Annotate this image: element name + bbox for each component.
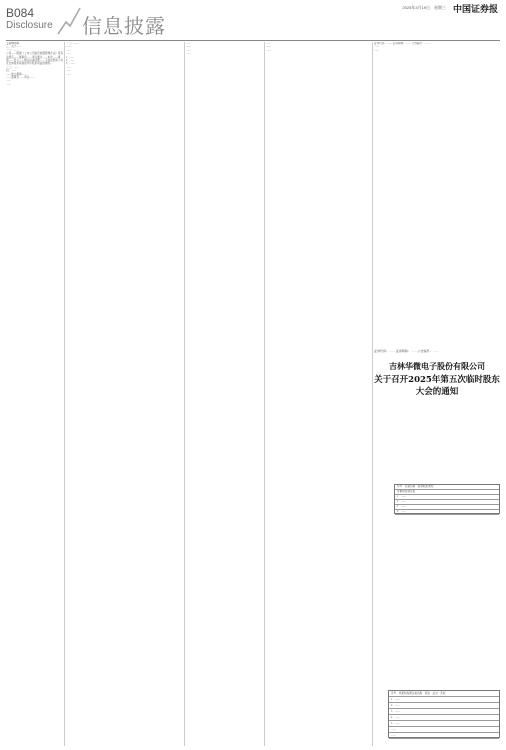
- table-row: 3 ……: [395, 505, 499, 510]
- proxy-vote-table: [388, 690, 500, 738]
- table-row: ……: [389, 733, 499, 739]
- masthead-slash-icon: [56, 6, 82, 36]
- table-row: 序号 非累积投票议案名称 同意 反对 弃权: [389, 691, 499, 697]
- column-2: [66, 42, 185, 746]
- column-3-text: …… …… …… ……: [186, 42, 192, 56]
- table-row: 1 ……: [395, 495, 499, 500]
- column-2-text: （二）…… …… …… …… 1、…… 2、…… 3、…… …… …… ……: [66, 42, 79, 76]
- section-english-label: Disclosure: [6, 20, 53, 31]
- notice-company: 吉林华微电子股份有限公司: [389, 361, 485, 371]
- table-row: 4 ……: [389, 715, 499, 721]
- table-row: 1 ……: [389, 697, 499, 703]
- column-4: [266, 42, 373, 746]
- table-row: 序号 议案名称 投票股东类型: [395, 485, 499, 490]
- table-row: 5 ……: [389, 721, 499, 727]
- table-row: 4 ……: [395, 510, 499, 515]
- table-row: 2 ……: [389, 703, 499, 709]
- table-row: 2 ……: [395, 500, 499, 505]
- column-3: [186, 42, 265, 746]
- table-row: 3 ……: [389, 709, 499, 715]
- column-1-text: 上接B083版 三、关于…… （一）…… 公司……根据《上市公司信息披露管理办法》等有关规定……董事会……审议通过……本次……事项……符合……相关法律法规……不存在损害公司及全体股东特别是中小股东利益的情形。 （二）…… 四、…… ……独立董事…… ……监事会……审议…… …… ……: [6, 42, 64, 86]
- page-code: B084: [6, 6, 35, 20]
- issue-date: 2025年3月19日 星期三: [402, 5, 446, 10]
- table-row: 非累积投票议案: [395, 490, 499, 495]
- newspaper-name: 中国证券报: [452, 5, 498, 15]
- section-title: 信息披露: [82, 14, 166, 38]
- proposal-table: [394, 484, 500, 514]
- notice-title: 关于召开2025年第五次临时股东大会的通知: [374, 375, 500, 397]
- masthead: [0, 0, 506, 40]
- notice-code-line: 证券代码：…… 证券简称：…… 公告编号：……: [374, 349, 439, 353]
- table-row: ……: [389, 727, 499, 733]
- masthead-rule: [6, 40, 500, 41]
- meeting-notice-heading: [374, 357, 500, 397]
- column-5-text: 证券代码：…… 证券简称：…… 公告编号：…… …… ……: [374, 42, 430, 52]
- column-1: [6, 42, 65, 746]
- column-4-text: …… …… ……: [266, 42, 272, 52]
